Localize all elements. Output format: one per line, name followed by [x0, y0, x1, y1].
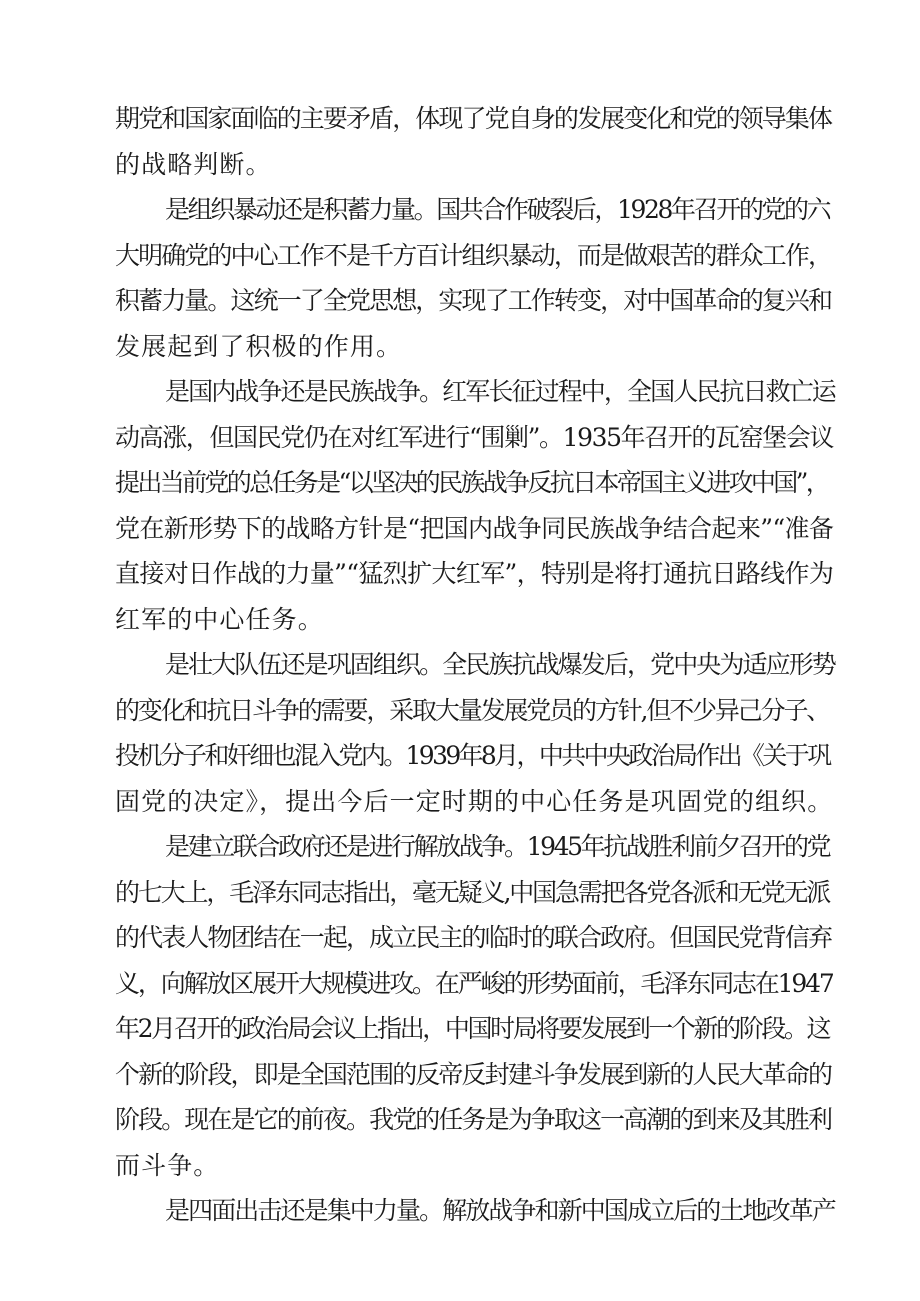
text-line: 而斗争。	[115, 1150, 220, 1180]
text-line: 阶段。现在是它的前夜。我党的任务是为争取这一高潮的到来及其胜利	[115, 1105, 832, 1134]
text-line: 固党的决定》，提出今后一定时期的中心任务是巩固党的组织。	[115, 786, 834, 816]
text-line: 期党和国家面临的主要矛盾，体现了党自身的发展变化和党的领导集体	[115, 104, 832, 133]
paragraph-start-line: 是建立联合政府还是进行解放战争。1945年抗战胜利前夕召开的党	[165, 832, 830, 861]
text-line: 积蓄力量。这统一了全党思想，实现了工作转变，对中国革命的复兴和	[115, 286, 832, 315]
text-line: 发展起到了积极的作用。	[115, 331, 403, 361]
text-line: 的变化和抗日斗争的需要，采取大量发展党员的方针,但不少异己分子、	[115, 695, 830, 725]
text-line: 红军的中心任务。	[115, 604, 324, 634]
text-line: 义，向解放区展开大规模进攻。在严峻的形势面前，毛泽东同志在1947	[115, 968, 833, 998]
text-line: 党在新形势下的战略方针是“把国内战争同民族战争结合起来”“准备	[115, 513, 834, 543]
text-line: 直接对日作战的力量”“猛烈扩大红军”，特别是将打通抗日路线作为	[115, 559, 834, 588]
text-line: 大明确党的中心工作不是千方百计组织暴动，而是做艰苦的群众工作，	[115, 240, 832, 270]
text-line: 提出当前党的总任务是“以坚决的民族战争反抗日本帝国主义进攻中国”，	[115, 468, 829, 497]
text-line: 投机分子和奸细也混入党内。1939年8月，中共中央政治局作出《关于巩	[115, 741, 830, 770]
paragraph-start-line: 是壮大队伍还是巩固组织。全民族抗战爆发后，党中央为适应形势	[165, 650, 835, 679]
paragraph-start-line: 是国内战争还是民族战争。红军长征过程中，全国人民抗日救亡运	[165, 377, 835, 406]
paragraph-start-line: 是四面出击还是集中力量。解放战争和新中国成立后的土地改革产	[165, 1196, 835, 1225]
text-line: 的代表人物团结在一起，成立民主的临时的联合政府。但国民党背信弃	[115, 923, 832, 952]
text-line: 的七大上，毛泽东同志指出，毫无疑义,中国急需把各党各派和无党无派	[115, 877, 830, 907]
paragraph-start-line: 是组织暴动还是积蓄力量。国共合作破裂后，1928年召开的党的六	[165, 195, 830, 224]
text-line: 年2月召开的政治局会议上指出，中国时局将要发展到一个新的阶段。这	[115, 1014, 830, 1043]
text-line: 个新的阶段，即是全国范围的反帝反封建斗争发展到新的人民大革命的	[115, 1059, 832, 1089]
text-line: 动高涨，但国民党仍在对红军进行“围剿”。1935年召开的瓦窑堡会议	[115, 422, 833, 452]
text-line: 的战略判断。	[115, 149, 272, 179]
body-text	[115, 96, 835, 1234]
